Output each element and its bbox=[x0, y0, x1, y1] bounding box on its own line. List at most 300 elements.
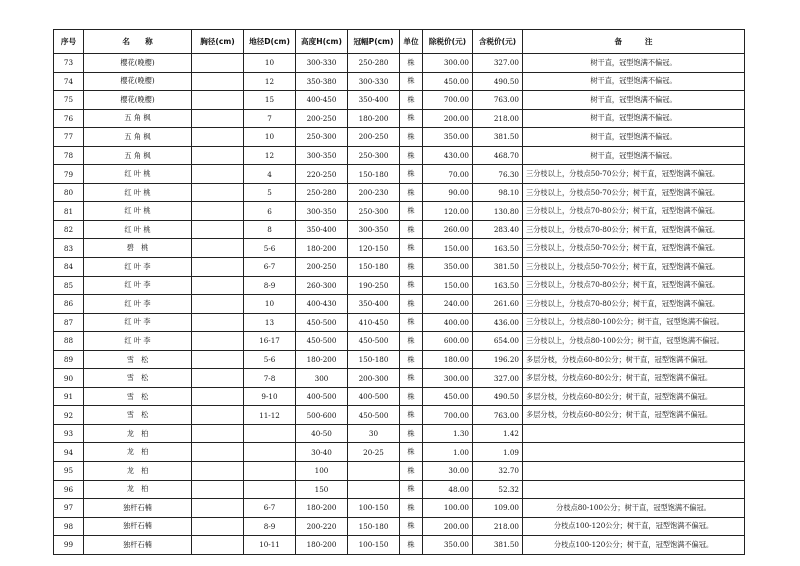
cell-ground-diameter bbox=[244, 462, 296, 481]
cell-height: 100 bbox=[296, 462, 348, 481]
cell-name: 五 角 枫 bbox=[84, 128, 192, 147]
cell-price-inc-tax: 1.42 bbox=[473, 424, 523, 443]
cell-ground-diameter bbox=[244, 480, 296, 499]
cell-price-ex-tax: 260.00 bbox=[423, 220, 473, 239]
cell-index: 99 bbox=[54, 536, 84, 555]
table-row bbox=[54, 332, 745, 351]
col-header-ground-diameter: 地径D(cm) bbox=[244, 30, 296, 54]
cell-index: 89 bbox=[54, 350, 84, 369]
cell-price-inc-tax: 490.50 bbox=[473, 387, 523, 406]
cell-remarks: 树干直，冠型饱满不偏冠。 bbox=[523, 128, 745, 147]
table-row bbox=[54, 128, 745, 147]
cell-price-ex-tax: 700.00 bbox=[423, 91, 473, 110]
header-row bbox=[54, 30, 745, 54]
cell-unit: 株 bbox=[400, 499, 423, 518]
table-row bbox=[54, 183, 745, 202]
cell-dbh bbox=[192, 128, 244, 147]
cell-dbh bbox=[192, 443, 244, 462]
cell-height: 450-500 bbox=[296, 313, 348, 332]
cell-index: 82 bbox=[54, 220, 84, 239]
cell-name: 雪 松 bbox=[84, 350, 192, 369]
cell-crown-width: 400-500 bbox=[348, 387, 400, 406]
cell-price-inc-tax: 196.20 bbox=[473, 350, 523, 369]
cell-height: 500-600 bbox=[296, 406, 348, 425]
cell-height: 300 bbox=[296, 369, 348, 388]
cell-ground-diameter: 12 bbox=[244, 146, 296, 165]
cell-name: 樱花(晚樱) bbox=[84, 54, 192, 73]
cell-price-inc-tax: 218.00 bbox=[473, 109, 523, 128]
cell-dbh bbox=[192, 183, 244, 202]
cell-ground-diameter: 6-7 bbox=[244, 499, 296, 518]
cell-remarks: 三分枝以上，分枝点80-100公分；树干直，冠型饱满不偏冠。 bbox=[523, 332, 745, 351]
cell-name: 碧 桃 bbox=[84, 239, 192, 258]
cell-crown-width: 250-300 bbox=[348, 146, 400, 165]
cell-crown-width: 150-180 bbox=[348, 165, 400, 184]
cell-price-inc-tax: 261.60 bbox=[473, 295, 523, 314]
cell-height: 300-350 bbox=[296, 146, 348, 165]
cell-index: 75 bbox=[54, 91, 84, 110]
cell-height: 300-350 bbox=[296, 202, 348, 221]
cell-price-ex-tax: 240.00 bbox=[423, 295, 473, 314]
cell-name: 红 叶 桃 bbox=[84, 220, 192, 239]
table-row bbox=[54, 406, 745, 425]
cell-dbh bbox=[192, 462, 244, 481]
cell-price-inc-tax: 327.00 bbox=[473, 369, 523, 388]
cell-dbh bbox=[192, 387, 244, 406]
cell-name: 红 叶 桃 bbox=[84, 165, 192, 184]
cell-unit: 株 bbox=[400, 258, 423, 277]
cell-unit: 株 bbox=[400, 128, 423, 147]
cell-name: 红 叶 李 bbox=[84, 276, 192, 295]
cell-name: 樱花(晚樱) bbox=[84, 72, 192, 91]
cell-index: 73 bbox=[54, 54, 84, 73]
cell-price-ex-tax: 48.00 bbox=[423, 480, 473, 499]
cell-ground-diameter bbox=[244, 424, 296, 443]
cell-unit: 株 bbox=[400, 239, 423, 258]
table-row bbox=[54, 387, 745, 406]
table-row bbox=[54, 369, 745, 388]
cell-unit: 株 bbox=[400, 332, 423, 351]
cell-price-ex-tax: 90.00 bbox=[423, 183, 473, 202]
cell-ground-diameter bbox=[244, 443, 296, 462]
cell-price-ex-tax: 300.00 bbox=[423, 54, 473, 73]
cell-unit: 株 bbox=[400, 462, 423, 481]
cell-price-ex-tax: 30.00 bbox=[423, 462, 473, 481]
cell-remarks: 多层分枝，分枝点60-80公分；树干直，冠型饱满不偏冠。 bbox=[523, 406, 745, 425]
cell-height: 200-220 bbox=[296, 517, 348, 536]
col-header-price-inc-tax: 含税价(元) bbox=[473, 30, 523, 54]
cell-remarks: 树干直，冠型饱满不偏冠。 bbox=[523, 72, 745, 91]
cell-unit: 株 bbox=[400, 480, 423, 499]
table-row bbox=[54, 239, 745, 258]
table-row bbox=[54, 72, 745, 91]
cell-height: 40-50 bbox=[296, 424, 348, 443]
cell-crown-width bbox=[348, 480, 400, 499]
table-row bbox=[54, 480, 745, 499]
cell-price-ex-tax: 350.00 bbox=[423, 128, 473, 147]
cell-index: 77 bbox=[54, 128, 84, 147]
cell-remarks bbox=[523, 462, 745, 481]
cell-crown-width: 450-500 bbox=[348, 406, 400, 425]
cell-price-ex-tax: 1.30 bbox=[423, 424, 473, 443]
cell-ground-diameter: 10 bbox=[244, 128, 296, 147]
cell-height: 300-330 bbox=[296, 54, 348, 73]
cell-remarks: 树干直，冠型饱满不偏冠。 bbox=[523, 109, 745, 128]
cell-dbh bbox=[192, 480, 244, 499]
cell-price-ex-tax: 200.00 bbox=[423, 517, 473, 536]
cell-height: 400-450 bbox=[296, 91, 348, 110]
cell-height: 260-300 bbox=[296, 276, 348, 295]
cell-crown-width: 250-280 bbox=[348, 54, 400, 73]
cell-remarks bbox=[523, 424, 745, 443]
cell-price-inc-tax: 654.00 bbox=[473, 332, 523, 351]
table-row bbox=[54, 517, 745, 536]
cell-height: 450-500 bbox=[296, 332, 348, 351]
cell-price-inc-tax: 283.40 bbox=[473, 220, 523, 239]
cell-ground-diameter: 5 bbox=[244, 183, 296, 202]
cell-price-inc-tax: 381.50 bbox=[473, 258, 523, 277]
cell-ground-diameter: 6 bbox=[244, 202, 296, 221]
cell-price-inc-tax: 163.50 bbox=[473, 239, 523, 258]
cell-unit: 株 bbox=[400, 72, 423, 91]
cell-index: 97 bbox=[54, 499, 84, 518]
table-row bbox=[54, 462, 745, 481]
cell-height: 250-280 bbox=[296, 183, 348, 202]
cell-crown-width: 150-180 bbox=[348, 258, 400, 277]
cell-name: 红 叶 李 bbox=[84, 332, 192, 351]
cell-name: 雪 松 bbox=[84, 387, 192, 406]
cell-index: 91 bbox=[54, 387, 84, 406]
cell-index: 85 bbox=[54, 276, 84, 295]
cell-name: 雪 松 bbox=[84, 369, 192, 388]
cell-ground-diameter: 9-10 bbox=[244, 387, 296, 406]
cell-price-inc-tax: 130.80 bbox=[473, 202, 523, 221]
cell-name: 龙 柏 bbox=[84, 480, 192, 499]
cell-price-inc-tax: 490.50 bbox=[473, 72, 523, 91]
cell-name: 樱花(晚樱) bbox=[84, 91, 192, 110]
cell-crown-width: 180-200 bbox=[348, 109, 400, 128]
cell-index: 87 bbox=[54, 313, 84, 332]
cell-price-ex-tax: 430.00 bbox=[423, 146, 473, 165]
cell-unit: 株 bbox=[400, 54, 423, 73]
cell-height: 350-380 bbox=[296, 72, 348, 91]
cell-ground-diameter: 7-8 bbox=[244, 369, 296, 388]
cell-index: 94 bbox=[54, 443, 84, 462]
cell-unit: 株 bbox=[400, 350, 423, 369]
cell-index: 98 bbox=[54, 517, 84, 536]
cell-price-inc-tax: 381.50 bbox=[473, 536, 523, 555]
cell-price-inc-tax: 763.00 bbox=[473, 406, 523, 425]
cell-unit: 株 bbox=[400, 295, 423, 314]
cell-name: 红 叶 李 bbox=[84, 295, 192, 314]
cell-height: 400-500 bbox=[296, 387, 348, 406]
cell-dbh bbox=[192, 109, 244, 128]
cell-dbh bbox=[192, 369, 244, 388]
cell-index: 88 bbox=[54, 332, 84, 351]
cell-index: 84 bbox=[54, 258, 84, 277]
cell-price-ex-tax: 450.00 bbox=[423, 72, 473, 91]
cell-dbh bbox=[192, 91, 244, 110]
cell-dbh bbox=[192, 499, 244, 518]
cell-remarks: 分枝点100-120公分；树干直，冠型饱满不偏冠。 bbox=[523, 517, 745, 536]
cell-price-ex-tax: 150.00 bbox=[423, 239, 473, 258]
cell-dbh bbox=[192, 146, 244, 165]
cell-unit: 株 bbox=[400, 443, 423, 462]
cell-price-inc-tax: 381.50 bbox=[473, 128, 523, 147]
cell-price-inc-tax: 468.70 bbox=[473, 146, 523, 165]
cell-crown-width: 150-180 bbox=[348, 350, 400, 369]
cell-dbh bbox=[192, 202, 244, 221]
cell-name: 龙 柏 bbox=[84, 443, 192, 462]
cell-ground-diameter: 16-17 bbox=[244, 332, 296, 351]
cell-remarks: 分枝点100-120公分；树干直，冠型饱满不偏冠。 bbox=[523, 536, 745, 555]
cell-price-ex-tax: 350.00 bbox=[423, 536, 473, 555]
cell-height: 250-300 bbox=[296, 128, 348, 147]
cell-dbh bbox=[192, 424, 244, 443]
cell-height: 200-250 bbox=[296, 258, 348, 277]
table-row bbox=[54, 499, 745, 518]
cell-name: 红 叶 桃 bbox=[84, 183, 192, 202]
cell-ground-diameter: 7 bbox=[244, 109, 296, 128]
price-table bbox=[53, 29, 745, 555]
cell-unit: 株 bbox=[400, 146, 423, 165]
cell-crown-width bbox=[348, 462, 400, 481]
cell-dbh bbox=[192, 332, 244, 351]
cell-unit: 株 bbox=[400, 517, 423, 536]
cell-price-ex-tax: 300.00 bbox=[423, 369, 473, 388]
cell-remarks: 三分枝以上，分枝点70-80公分；树干直，冠型饱满不偏冠。 bbox=[523, 295, 745, 314]
cell-ground-diameter: 8-9 bbox=[244, 517, 296, 536]
cell-crown-width: 20-25 bbox=[348, 443, 400, 462]
table-row bbox=[54, 536, 745, 555]
cell-dbh bbox=[192, 517, 244, 536]
cell-price-ex-tax: 200.00 bbox=[423, 109, 473, 128]
cell-dbh bbox=[192, 258, 244, 277]
cell-price-inc-tax: 32.70 bbox=[473, 462, 523, 481]
cell-crown-width: 300-330 bbox=[348, 72, 400, 91]
cell-crown-width: 120-150 bbox=[348, 239, 400, 258]
cell-price-inc-tax: 109.00 bbox=[473, 499, 523, 518]
cell-crown-width: 190-250 bbox=[348, 276, 400, 295]
cell-crown-width: 350-400 bbox=[348, 295, 400, 314]
cell-remarks: 树干直，冠型饱满不偏冠。 bbox=[523, 54, 745, 73]
cell-price-inc-tax: 763.00 bbox=[473, 91, 523, 110]
cell-price-inc-tax: 1.09 bbox=[473, 443, 523, 462]
cell-height: 180-200 bbox=[296, 350, 348, 369]
cell-height: 180-200 bbox=[296, 499, 348, 518]
cell-price-inc-tax: 327.00 bbox=[473, 54, 523, 73]
cell-index: 90 bbox=[54, 369, 84, 388]
cell-dbh bbox=[192, 239, 244, 258]
cell-price-ex-tax: 600.00 bbox=[423, 332, 473, 351]
cell-name: 红 叶 李 bbox=[84, 258, 192, 277]
col-header-crown-width: 冠幅P(cm) bbox=[348, 30, 400, 54]
cell-remarks bbox=[523, 480, 745, 499]
cell-index: 93 bbox=[54, 424, 84, 443]
cell-price-inc-tax: 218.00 bbox=[473, 517, 523, 536]
cell-ground-diameter: 8-9 bbox=[244, 276, 296, 295]
cell-price-ex-tax: 1.00 bbox=[423, 443, 473, 462]
cell-remarks: 多层分枝，分枝点60-80公分；树干直，冠型饱满不偏冠。 bbox=[523, 387, 745, 406]
cell-index: 80 bbox=[54, 183, 84, 202]
table-row bbox=[54, 313, 745, 332]
cell-crown-width: 200-250 bbox=[348, 128, 400, 147]
cell-remarks: 树干直，冠型饱满不偏冠。 bbox=[523, 146, 745, 165]
cell-unit: 株 bbox=[400, 424, 423, 443]
cell-crown-width: 150-180 bbox=[348, 517, 400, 536]
cell-dbh bbox=[192, 406, 244, 425]
cell-index: 83 bbox=[54, 239, 84, 258]
cell-crown-width: 350-400 bbox=[348, 91, 400, 110]
cell-remarks: 三分枝以上，分枝点50-70公分；树干直，冠型饱满不偏冠。 bbox=[523, 239, 745, 258]
cell-price-inc-tax: 436.00 bbox=[473, 313, 523, 332]
cell-ground-diameter: 15 bbox=[244, 91, 296, 110]
cell-ground-diameter: 8 bbox=[244, 220, 296, 239]
table-row bbox=[54, 220, 745, 239]
cell-name: 独杆石楠 bbox=[84, 517, 192, 536]
cell-unit: 株 bbox=[400, 183, 423, 202]
cell-name: 雪 松 bbox=[84, 406, 192, 425]
cell-index: 79 bbox=[54, 165, 84, 184]
cell-crown-width: 300-350 bbox=[348, 220, 400, 239]
cell-remarks: 三分枝以上，分枝点70-80公分；树干直，冠型饱满不偏冠。 bbox=[523, 276, 745, 295]
cell-height: 350-400 bbox=[296, 220, 348, 239]
cell-ground-diameter: 10 bbox=[244, 54, 296, 73]
cell-unit: 株 bbox=[400, 369, 423, 388]
cell-price-ex-tax: 700.00 bbox=[423, 406, 473, 425]
cell-ground-diameter: 12 bbox=[244, 72, 296, 91]
cell-dbh bbox=[192, 295, 244, 314]
cell-price-ex-tax: 400.00 bbox=[423, 313, 473, 332]
table-row bbox=[54, 350, 745, 369]
cell-index: 96 bbox=[54, 480, 84, 499]
cell-crown-width: 100-150 bbox=[348, 536, 400, 555]
cell-price-ex-tax: 120.00 bbox=[423, 202, 473, 221]
cell-dbh bbox=[192, 536, 244, 555]
cell-unit: 株 bbox=[400, 276, 423, 295]
cell-unit: 株 bbox=[400, 91, 423, 110]
cell-index: 92 bbox=[54, 406, 84, 425]
table-row bbox=[54, 165, 745, 184]
col-header-height: 高度H(cm) bbox=[296, 30, 348, 54]
cell-unit: 株 bbox=[400, 109, 423, 128]
cell-price-ex-tax: 150.00 bbox=[423, 276, 473, 295]
cell-height: 220-250 bbox=[296, 165, 348, 184]
cell-ground-diameter: 10-11 bbox=[244, 536, 296, 555]
cell-remarks: 多层分枝，分枝点60-80公分；树干直，冠型饱满不偏冠。 bbox=[523, 369, 745, 388]
cell-name: 五 角 枫 bbox=[84, 109, 192, 128]
col-header-index: 序号 bbox=[54, 30, 84, 54]
table-row bbox=[54, 276, 745, 295]
cell-unit: 株 bbox=[400, 220, 423, 239]
cell-index: 74 bbox=[54, 72, 84, 91]
table-row bbox=[54, 54, 745, 73]
col-header-unit: 单位 bbox=[400, 30, 423, 54]
cell-unit: 株 bbox=[400, 165, 423, 184]
cell-index: 78 bbox=[54, 146, 84, 165]
cell-name: 龙 柏 bbox=[84, 462, 192, 481]
cell-ground-diameter: 4 bbox=[244, 165, 296, 184]
cell-name: 红 叶 桃 bbox=[84, 202, 192, 221]
cell-crown-width: 100-150 bbox=[348, 499, 400, 518]
cell-height: 180-200 bbox=[296, 536, 348, 555]
cell-ground-diameter: 13 bbox=[244, 313, 296, 332]
cell-unit: 株 bbox=[400, 202, 423, 221]
cell-unit: 株 bbox=[400, 536, 423, 555]
cell-price-inc-tax: 163.50 bbox=[473, 276, 523, 295]
cell-crown-width: 450-500 bbox=[348, 332, 400, 351]
cell-remarks: 三分枝以上，分枝点80-100公分；树干直，冠型饱满不偏冠。 bbox=[523, 313, 745, 332]
cell-dbh bbox=[192, 165, 244, 184]
col-header-name: 名 称 bbox=[84, 30, 192, 54]
cell-crown-width: 200-300 bbox=[348, 369, 400, 388]
cell-price-inc-tax: 98.10 bbox=[473, 183, 523, 202]
cell-unit: 株 bbox=[400, 387, 423, 406]
cell-crown-width: 200-230 bbox=[348, 183, 400, 202]
cell-dbh bbox=[192, 54, 244, 73]
cell-price-ex-tax: 70.00 bbox=[423, 165, 473, 184]
table-row bbox=[54, 295, 745, 314]
cell-crown-width: 30 bbox=[348, 424, 400, 443]
cell-dbh bbox=[192, 313, 244, 332]
cell-height: 400-430 bbox=[296, 295, 348, 314]
cell-height: 200-250 bbox=[296, 109, 348, 128]
table-row bbox=[54, 109, 745, 128]
cell-ground-diameter: 11-12 bbox=[244, 406, 296, 425]
cell-remarks: 三分枝以上，分枝点50-70公分；树干直，冠型饱满不偏冠。 bbox=[523, 183, 745, 202]
cell-remarks: 三分枝以上，分枝点50-70公分；树干直，冠型饱满不偏冠。 bbox=[523, 258, 745, 277]
cell-remarks bbox=[523, 443, 745, 462]
cell-index: 81 bbox=[54, 202, 84, 221]
cell-remarks: 三分枝以上，分枝点70-80公分；树干直，冠型饱满不偏冠。 bbox=[523, 220, 745, 239]
cell-remarks: 分枝点80-100公分；树干直，冠型饱满不偏冠。 bbox=[523, 499, 745, 518]
cell-price-ex-tax: 350.00 bbox=[423, 258, 473, 277]
cell-ground-diameter: 5-6 bbox=[244, 350, 296, 369]
cell-price-ex-tax: 180.00 bbox=[423, 350, 473, 369]
cell-price-inc-tax: 76.30 bbox=[473, 165, 523, 184]
cell-dbh bbox=[192, 220, 244, 239]
cell-crown-width: 410-450 bbox=[348, 313, 400, 332]
cell-ground-diameter: 10 bbox=[244, 295, 296, 314]
table-row bbox=[54, 146, 745, 165]
cell-remarks: 树干直，冠型饱满不偏冠。 bbox=[523, 91, 745, 110]
col-header-dbh: 胸径(cm) bbox=[192, 30, 244, 54]
cell-index: 86 bbox=[54, 295, 84, 314]
cell-ground-diameter: 6-7 bbox=[244, 258, 296, 277]
cell-dbh bbox=[192, 350, 244, 369]
table-row bbox=[54, 202, 745, 221]
cell-index: 95 bbox=[54, 462, 84, 481]
table-row bbox=[54, 443, 745, 462]
cell-remarks: 三分枝以上，分枝点50-70公分；树干直，冠型饱满不偏冠。 bbox=[523, 165, 745, 184]
cell-dbh bbox=[192, 276, 244, 295]
cell-crown-width: 250-300 bbox=[348, 202, 400, 221]
cell-unit: 株 bbox=[400, 406, 423, 425]
cell-remarks: 多层分枝，分枝点60-80公分；树干直，冠型饱满不偏冠。 bbox=[523, 350, 745, 369]
cell-height: 30-40 bbox=[296, 443, 348, 462]
cell-index: 76 bbox=[54, 109, 84, 128]
col-header-price-ex-tax: 除税价(元) bbox=[423, 30, 473, 54]
cell-name: 龙 柏 bbox=[84, 424, 192, 443]
cell-price-ex-tax: 450.00 bbox=[423, 387, 473, 406]
col-header-remarks: 备 注 bbox=[523, 30, 745, 54]
table-row bbox=[54, 258, 745, 277]
cell-name: 五 角 枫 bbox=[84, 146, 192, 165]
cell-remarks: 三分枝以上，分枝点70-80公分；树干直，冠型饱满不偏冠。 bbox=[523, 202, 745, 221]
cell-name: 红 叶 李 bbox=[84, 313, 192, 332]
cell-name: 独杆石楠 bbox=[84, 536, 192, 555]
cell-price-inc-tax: 52.32 bbox=[473, 480, 523, 499]
